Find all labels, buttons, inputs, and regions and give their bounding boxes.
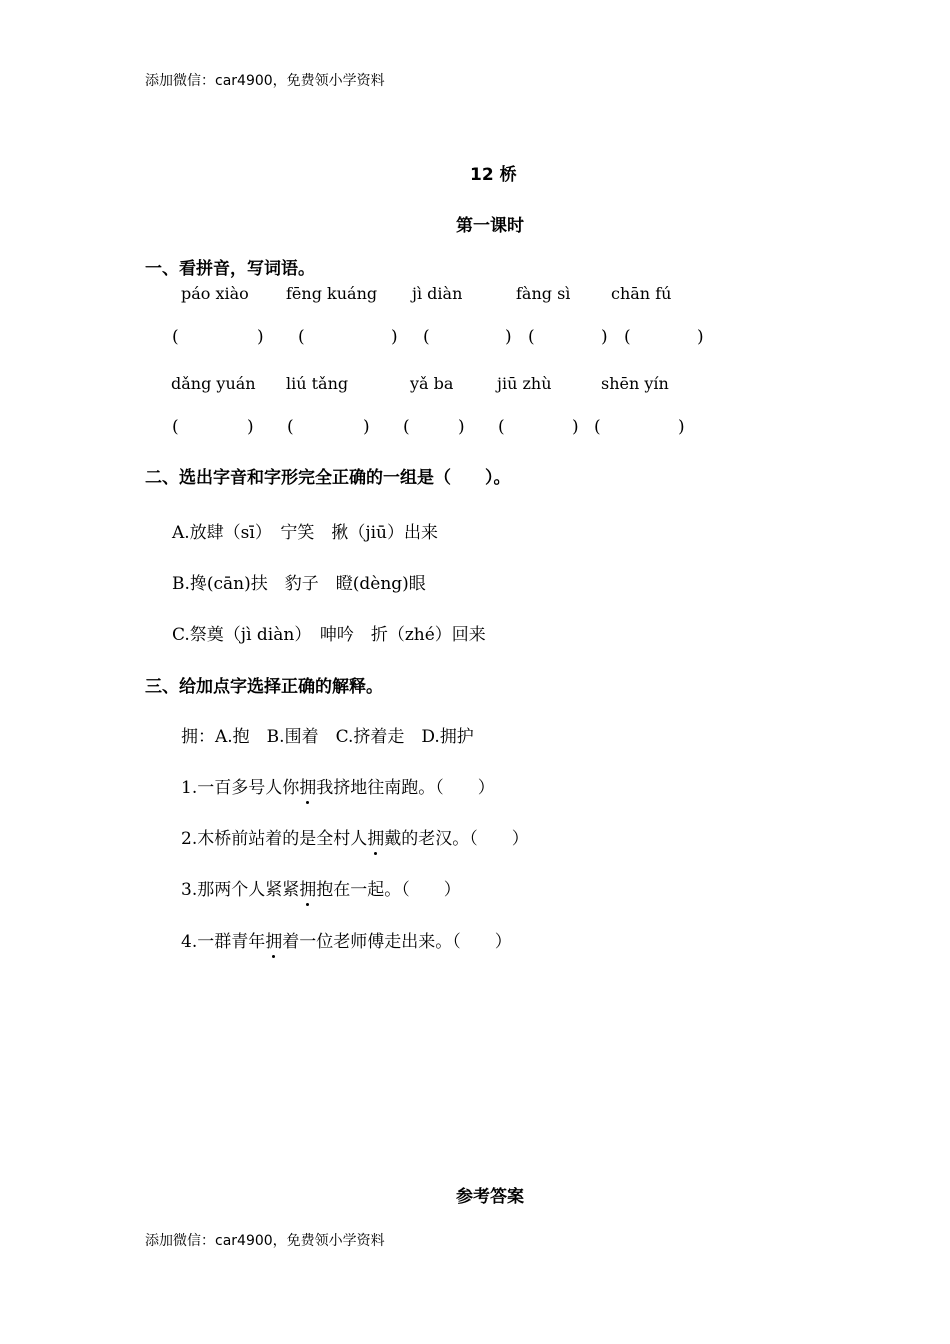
question-4 — [181, 927, 512, 952]
paren-close: ) — [678, 417, 685, 437]
answer-heading: 参考答案 — [456, 1187, 524, 1207]
question-2 — [181, 824, 529, 849]
paren-close: ) — [505, 327, 512, 347]
pinyin-1-3: jì diàn — [412, 284, 463, 303]
dotted-character: 拥 — [299, 875, 316, 900]
paren-close: ) — [391, 327, 398, 347]
pinyin-2-2: liú tǎng — [286, 374, 349, 393]
lesson-title: 12 桥 — [470, 165, 517, 185]
footer-note: 添加微信：car4900，免费领小学资料 — [145, 1233, 385, 1249]
paren-open: ( — [287, 417, 294, 437]
paren-close: ) — [458, 417, 465, 437]
pinyin-2-4: jiū zhù — [497, 374, 552, 393]
option-b: B.搀(cān)扶 豹子 瞪(dèng)眼 — [172, 574, 426, 594]
paren-close: ) — [257, 327, 264, 347]
question-text: 着一位老师傅走出来。（ ） — [282, 932, 512, 952]
pinyin-1-4: fàng sì — [516, 284, 571, 303]
paren-open: ( — [423, 327, 430, 347]
paren-open: ( — [498, 417, 505, 437]
option-c: C.祭奠（jì diàn） 呻吟 折（zhé）回来 — [172, 625, 486, 645]
pinyin-2-5: shēn yín — [601, 374, 669, 393]
pinyin-2-1: dǎng yuán — [171, 374, 256, 393]
pinyin-2-3: yǎ ba — [410, 374, 454, 393]
question-3 — [181, 875, 461, 900]
question-text: 抱在一起。（ ） — [316, 880, 461, 900]
question-1 — [181, 773, 495, 798]
pinyin-1-1: páo xiào — [181, 284, 249, 303]
section3-heading: 三、给加点字选择正确的解释。 — [145, 677, 383, 697]
pinyin-1-2: fēng kuáng — [286, 284, 378, 303]
paren-open: ( — [624, 327, 631, 347]
question-text: 3.那两个人紧紧 — [181, 880, 300, 900]
question-text: 2.木桥前站着的是全村人 — [181, 829, 368, 849]
paren-open: ( — [528, 327, 535, 347]
question-text: 1.一百多号人你 — [181, 778, 300, 798]
question-text: 戴的老汉。（ ） — [384, 829, 529, 849]
dotted-character: 拥 — [265, 927, 282, 952]
lesson-subtitle: 第一课时 — [456, 216, 524, 236]
paren-open: ( — [172, 327, 179, 347]
section2-heading: 二、选出字音和字形完全正确的一组是（ ）。 — [145, 468, 511, 488]
question-text: 我挤地往南跑。（ ） — [316, 778, 495, 798]
question-text: 4.一群青年 — [181, 932, 266, 952]
paren-close: ) — [572, 417, 579, 437]
paren-close: ) — [363, 417, 370, 437]
dotted-character: 拥 — [299, 773, 316, 798]
header-note: 添加微信：car4900，免费领小学资料 — [145, 73, 385, 89]
definition-choices: 拥：A.抱 B.围着 C.挤着走 D.拥护 — [181, 727, 474, 747]
paren-close: ) — [247, 417, 254, 437]
paren-close: ) — [697, 327, 704, 347]
pinyin-1-5: chān fú — [611, 284, 672, 303]
paren-open: ( — [172, 417, 179, 437]
paren-close: ) — [601, 327, 608, 347]
option-a: A.放肆（sī） 宁笑 揪（jiū）出来 — [172, 523, 438, 543]
section1-heading: 一、看拼音，写词语。 — [145, 259, 315, 279]
paren-open: ( — [403, 417, 410, 437]
dotted-character: 拥 — [367, 824, 384, 849]
paren-open: ( — [594, 417, 601, 437]
paren-open: ( — [298, 327, 305, 347]
